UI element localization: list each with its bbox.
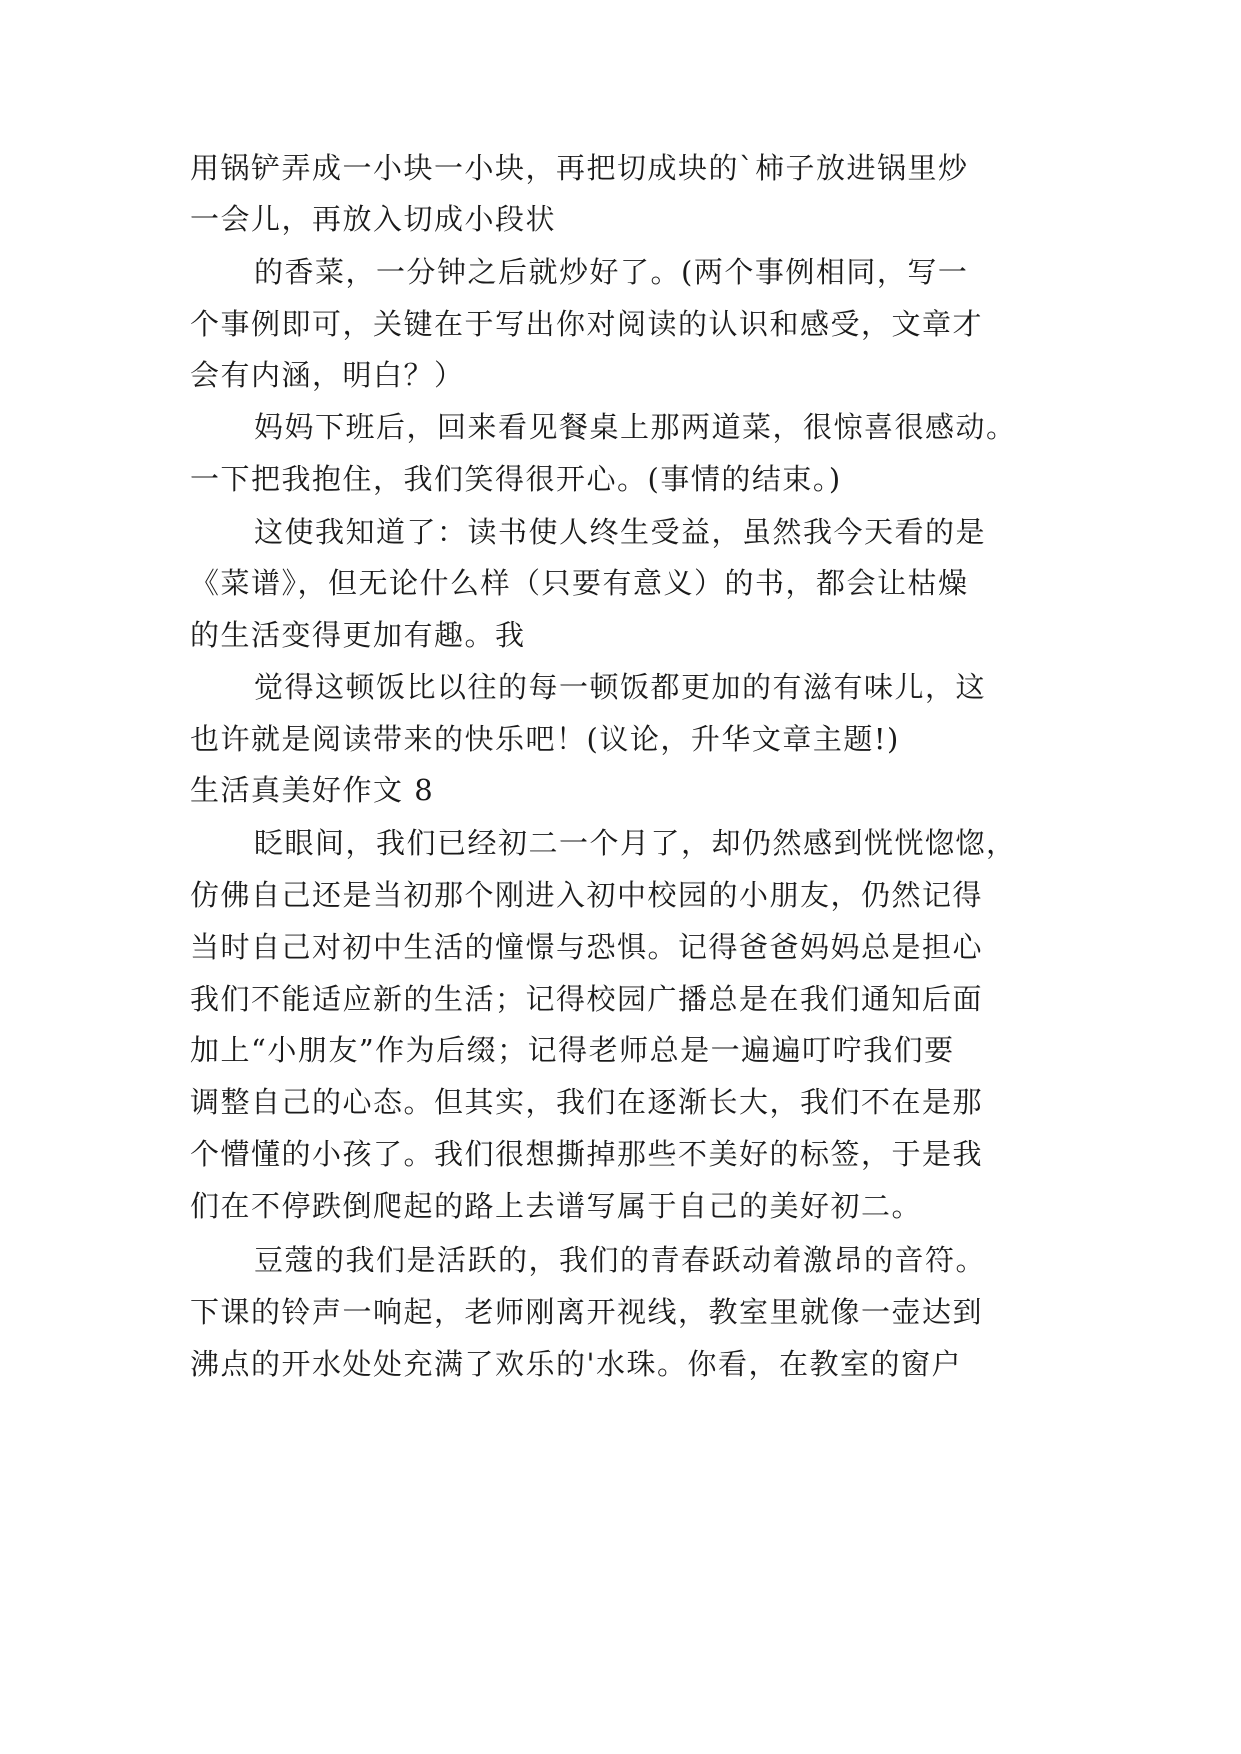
- text-line: 下课的铃声一响起，老师刚离开视线，教室里就像一壶达到: [190, 1295, 984, 1329]
- text-line: 调整自己的心态。但其实，我们在逐渐长大，我们不在是那: [190, 1085, 984, 1119]
- section-heading: 生活真美好作文 8: [190, 773, 435, 807]
- text-line: 个懵懂的小孩了。我们很想撕掉那些不美好的标签，于是我: [190, 1137, 984, 1171]
- text-line: 的生活变得更加有趣。我: [190, 618, 526, 652]
- text-line: 妈妈下班后，回来看见餐桌上那两道菜，很惊喜很感动。: [254, 410, 1017, 444]
- text-line: 也许就是阅读带来的快乐吧！(议论，升华文章主题!): [190, 722, 900, 756]
- text-line: 一会儿，再放入切成小段状: [190, 202, 557, 236]
- text-line: 个事例即可，关键在于写出你对阅读的认识和感受，文章才: [190, 307, 984, 341]
- text-line: 《菜谱》，但无论什么样（只要有意义）的书，都会让枯燥: [190, 566, 969, 600]
- text-line: 眨眼间，我们已经初二一个月了，却仍然感到恍恍惚惚，: [254, 826, 1017, 860]
- text-line: 加上“小朋友”作为后缀；记得老师总是一遍遍叮咛我们要: [190, 1033, 955, 1067]
- text-line: 当时自己对初中生活的憧憬与恐惧。记得爸爸妈妈总是担心: [190, 930, 984, 964]
- text-line: 豆蔻的我们是活跃的，我们的青春跃动着激昂的音符。: [254, 1243, 987, 1277]
- text-line: 这使我知道了：读书使人终生受益，虽然我今天看的是: [254, 515, 987, 549]
- text-line: 们在不停跌倒爬起的路上去谱写属于自己的美好初二。: [190, 1189, 923, 1223]
- text-line: 仿佛自己还是当初那个刚进入初中校园的小朋友，仍然记得: [190, 878, 984, 912]
- text-line: 一下把我抱住，我们笑得很开心。(事情的结束。): [190, 462, 842, 496]
- text-line: 的香菜，一分钟之后就炒好了。(两个事例相同，写一: [254, 255, 969, 289]
- text-line: 会有内涵，明白？）: [190, 358, 465, 392]
- text-line: 我们不能适应新的生活；记得校园广播总是在我们通知后面: [190, 982, 984, 1016]
- text-line: 用锅铲弄成一小块一小块，再把切成块的`柿子放进锅里炒: [190, 151, 969, 185]
- text-line: 觉得这顿饭比以往的每一顿饭都更加的有滋有味儿，这: [254, 670, 987, 704]
- text-line: 沸点的开水处处充满了欢乐的'水珠。你看，在教室的窗户: [190, 1347, 962, 1381]
